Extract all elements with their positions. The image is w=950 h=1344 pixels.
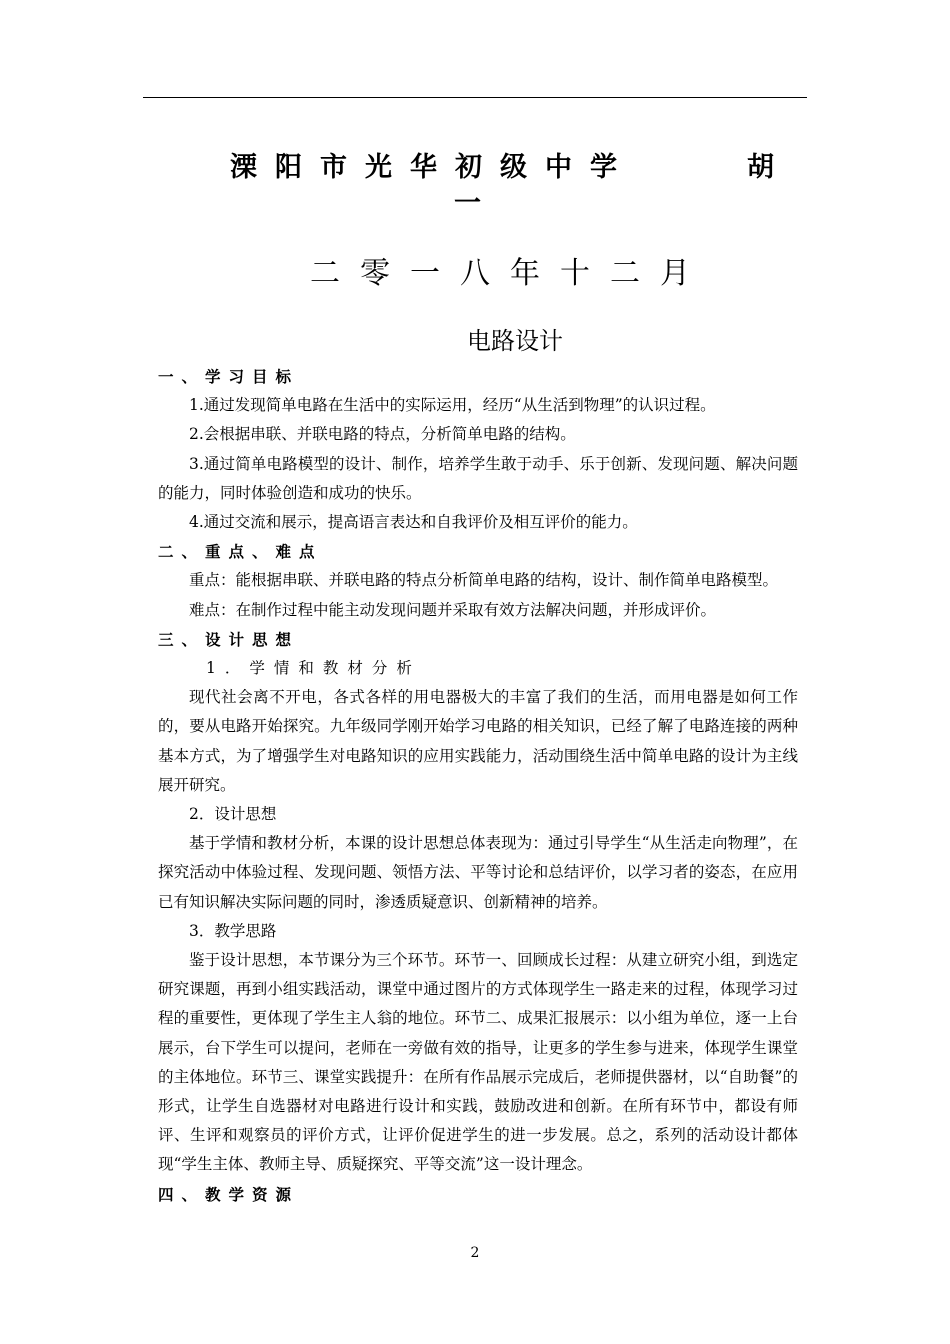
section-heading: 三、设计思想 xyxy=(158,629,300,649)
paragraph: 鉴于设计思想，本节课分为三个环节。环节一、回顾成长过程：从建立研究小组，到选定研究课题，再到小组实践活动，课堂中通过图片的方式体现学生一路走来的过程，体现学习过程的重要性，更体现了学生主人翁的地位。环节二、成果汇报展示：以小组为单位，逐一上台展示，台下学生可以提问，老师在一旁做有效的指导，让更多的学生参与进来，体现学生课堂的主体地位。环节三、课堂实践提升：在所有作品展示完成后，老师提供器材，以“自助餐”的形式，让学生自选器材对电路进行设计和实践，鼓励改进和创新。在所有环节中，都设有师评、生评和观察员的评价方式，让评价促进学生的进一步发展。总之，系列的活动设计都体现“学生主体、教师主导、质疑探究、平等交流”这一设计理念。 xyxy=(158,951,798,1174)
author-name-line1: 胡 xyxy=(747,152,792,183)
key-point: 重点：能根据串联、并联电路的特点分析简单电路的结构，设计、制作简单电路模型。 xyxy=(189,571,779,590)
difficult-point: 难点：在制作过程中能主动发现问题并采取有效方法解决问题，并形成评价。 xyxy=(189,600,717,619)
section-heading: 四、教学资源 xyxy=(158,1184,300,1204)
school-header xyxy=(230,150,792,219)
document-title: 电路设计 xyxy=(467,327,563,355)
objective-item: 2.会根据串联、并联电路的特点，分析简单电路的结构。 xyxy=(189,425,576,444)
header-rule xyxy=(143,97,807,98)
paragraph: 基于学情和教材分析，本课的设计思想总体表现为：通过引导学生“从生活走向物理”，在探究活动中体验过程、发现问题、领悟方法、平等讨论和总结评价，以学习者的姿态，在应用已有知识解决实际问题的同时，渗透质疑意识、创新精神的培养。 xyxy=(158,834,798,911)
objective-item: 4.通过交流和展示，提高语言表达和自我评价及相互评价的能力。 xyxy=(189,513,638,532)
document-date: 二零一八年十二月 xyxy=(310,256,710,291)
section-heading: 一、学习目标 xyxy=(158,367,300,386)
subsection-heading: 2．设计思想 xyxy=(189,805,277,824)
subsection-heading: 1．学情和教材分析 xyxy=(206,659,421,678)
section-heading: 二、重点、难点 xyxy=(158,542,323,562)
objective-item: 3.通过简单电路模型的设计、制作，培养学生敢于动手、乐于创新、发现问题、解决问题的能力，同时体验创造和成功的快乐。 xyxy=(158,454,798,502)
page-number: 2 xyxy=(470,1245,480,1261)
school-name: 溧阳市光华初级中学 xyxy=(230,152,635,183)
objective-item: 1.通过发现简单电路在生活中的实际运用，经历“从生活到物理”的认识过程。 xyxy=(189,396,716,415)
subsection-heading: 3．教学思路 xyxy=(189,921,277,940)
paragraph: 现代社会离不开电，各式各样的用电器极大的丰富了我们的生活，而用电器是如何工作的，要从电路开始探究。九年级同学刚开始学习电路的相关知识，已经了解了电路连接的两种基本方式，为了增强学生对电路知识的应用实践能力，活动围绕生活中简单电路的设计为主线展开研究。 xyxy=(158,688,798,794)
author-name-line2: 一 xyxy=(454,188,499,219)
document-body xyxy=(158,362,798,1209)
